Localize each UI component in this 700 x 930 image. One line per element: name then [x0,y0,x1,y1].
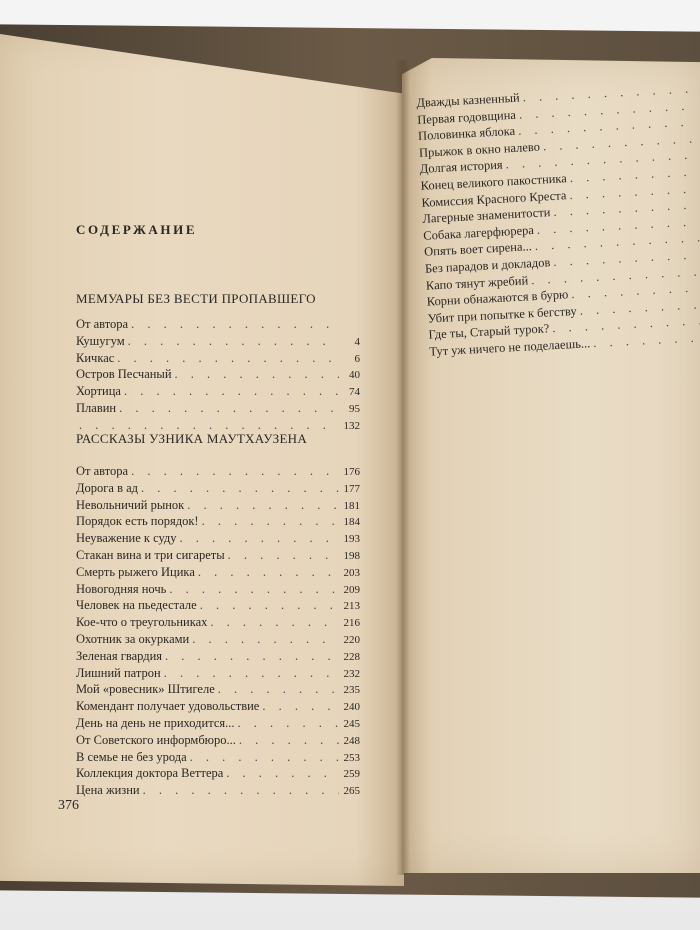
toc-entry-title: От автора [76,317,129,331]
toc-entry-page: 176 [343,466,360,478]
dot-leader [190,750,339,765]
toc-entry-title: Комиссия Красного Креста [421,187,567,210]
dot-leader [238,716,339,731]
toc-entry-title: Цена жизни [76,783,140,798]
toc-entry-title: Дважды казненный [416,90,520,110]
toc-entry [76,598,360,615]
toc-entry-page: 4 [354,335,360,348]
toc-entry [76,649,360,666]
toc-continued [416,81,700,361]
section-title-memoirs: МЕМУАРЫ БЕЗ ВЕСТИ ПРОПАВШЕГО [76,291,316,306]
dot-leader [143,783,339,798]
toc-stories [76,464,360,800]
dot-leader [192,632,339,647]
toc-entry-page: 198 [343,549,360,562]
toc-entry-page: 177 [343,482,360,495]
toc-entry-title: В семье не без урода [76,749,187,764]
toc-entry-page: 213 [343,600,360,613]
toc-entry-title: Собака лагерфюрера [422,222,535,243]
toc-entry-title: Стакан вина и три сигареты [76,547,225,562]
toc-entry-title: Плавин [76,400,117,415]
toc-entry [76,334,360,351]
toc-entry-title: Неуважение к суду [76,531,177,546]
toc-entry-page: 259 [343,768,360,781]
dot-leader [141,481,339,496]
toc-entry-title: Без парадов и докладов [424,255,551,276]
toc-entry-page: 216 [343,617,360,630]
toc-entry-title: Порядок есть порядок! [76,514,199,529]
book-gutter [396,60,410,875]
toc-entry [76,384,360,401]
toc-entry-title: Остров Песчаный [76,367,172,382]
toc-entry-page: 193 [343,533,360,546]
dot-leader [262,699,339,714]
toc-entry [76,317,360,334]
toc-entry [76,401,360,418]
dot-leader [131,317,339,332]
dot-leader [202,514,339,529]
toc-entry-title: Прыжок в окно налево [418,139,541,160]
toc-entry-page: 235 [343,684,360,697]
dot-leader [200,598,339,613]
toc-entry [76,351,360,368]
toc-entry-page: 132 [343,419,360,432]
toc-entry-title: Долгая история [419,157,503,177]
toc-entry-title: Лагерные знаменитости [422,205,551,226]
toc-entry [76,699,360,716]
dot-leader [169,582,339,597]
toc-entry [76,682,360,699]
toc-entry-title: От Советского информбюро... [76,732,236,747]
toc-entry-page: 209 [343,583,360,596]
dot-leader [210,615,339,630]
dot-leader [165,649,339,664]
dot-leader [128,334,339,349]
toc-entry [76,666,360,683]
toc-entry-page: 265 [343,785,360,798]
toc-entry [76,783,360,800]
dot-leader [164,666,339,681]
toc-entry-page: 40 [349,369,360,382]
toc-entry [76,514,360,531]
toc-entry-page: 184 [343,516,360,529]
toc-entry-page: 248 [343,734,360,747]
toc-entry-title: Половинка яблока [417,124,516,144]
toc-entry-page: 232 [343,667,360,680]
toc-entry [76,531,360,548]
toc-entry-title: Первая годовщина [416,107,517,127]
toc-entry-title: Опять воет сирена... [423,239,533,260]
toc-entry-title: Зеленая гвардия [76,648,163,663]
toc-memoirs [76,317,360,435]
toc-entry-page: 240 [343,701,360,714]
toc-entry [76,367,360,384]
toc-entry-title: Кушугум [76,333,125,348]
toc-entry [76,548,360,565]
toc-entry-title: День на день не приходится... [76,715,235,730]
toc-entry-page: 181 [343,499,360,512]
section-title-stories: РАССКАЗЫ УЗНИКА МАУТХАУЗЕНА [76,431,308,446]
toc-entry [76,582,360,599]
toc-entry-title: Комендант получает удовольствие [76,699,260,714]
toc-entry-title: Конец великого пакостника [420,171,568,193]
toc-entry [76,498,360,515]
dot-leader [187,498,339,513]
toc-entry-title: Тут уж ничего не поделаешь... [429,336,591,359]
toc-entry-title: Смерть рыжего Ицика [76,564,195,579]
toc-entry [76,481,360,498]
toc-entry [76,766,360,783]
toc-entry-title: Хортица [76,384,121,399]
toc-entry-page: 220 [343,633,360,646]
dot-leader [226,766,339,781]
toc-entry-page: 74 [349,386,360,399]
dot-leader [117,351,339,366]
toc-entry-title: Дорога в ад [76,480,139,495]
page-number: 376 [58,798,79,813]
toc-entry-title: Охотник за окурками [76,631,190,646]
toc-entry [76,750,360,767]
toc-entry-title: Мой «ровесник» Штигеле [76,682,215,697]
toc-entry-title: Коллекция доктора Веттера [76,766,224,781]
dot-leader [218,682,339,697]
dot-leader [239,733,339,748]
toc-entry-page: 228 [343,650,360,663]
toc-entry-title: Кичкас [76,350,115,365]
toc-entry-title: Кое-что о треугольниках [76,615,208,630]
toc-entry [76,464,360,481]
toc-entry-title: От автора [76,464,129,478]
toc-entry [76,733,360,750]
toc-entry-page: 253 [343,751,360,764]
toc-entry [76,716,360,733]
dot-leader [131,464,339,479]
contents-heading: СОДЕРЖАНИЕ [76,222,198,237]
toc-entry [76,615,360,632]
toc-entry-page: 245 [343,717,360,730]
dot-leader [175,367,339,382]
dot-leader [124,384,339,399]
toc-entry-page: 95 [349,402,360,415]
toc-entry-title: Убит при попытке к бегству [427,303,578,326]
toc-entry-title: Где ты, Старый турок? [428,321,550,342]
dot-leader [228,548,339,563]
toc-entry-title: Лишний патрон [76,665,161,680]
toc-entry-title: Капо тянут жребий [425,272,529,293]
toc-entry-page: 6 [354,352,360,365]
dot-leader [180,531,339,546]
dot-leader [119,401,339,416]
toc-entry-title: Невольничий рынок [76,497,185,512]
toc-entry-title: Новогодняя ночь [76,581,167,596]
toc-entry [76,565,360,582]
toc-entry [76,632,360,649]
toc-entry-page: 203 [343,566,360,579]
toc-entry-title: Человек на пьедестале [76,598,197,613]
toc-entry-title: Корни обнажаются в бурю [426,287,569,309]
dot-leader [198,565,339,580]
